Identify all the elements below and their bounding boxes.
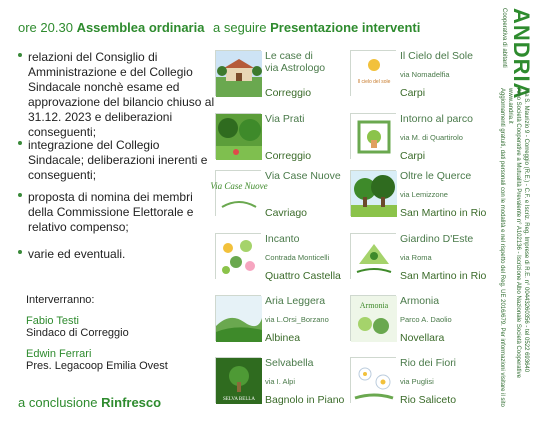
presentations-heading xyxy=(213,20,420,35)
project-title: Aria Leggera xyxy=(265,295,326,307)
project-item xyxy=(350,357,480,415)
project-title: Le case di xyxy=(265,50,313,62)
project-title: Giardino D'Este xyxy=(400,233,474,245)
project-item xyxy=(350,113,480,171)
project-item xyxy=(350,295,480,353)
sky-thumb-icon xyxy=(350,50,396,96)
project-title: Via Prati xyxy=(265,113,305,125)
brand-line-3: www.andria.it xyxy=(507,88,513,124)
project-title: Armonia xyxy=(400,295,440,307)
presentations-prefix: a seguire xyxy=(213,20,267,35)
project-location: San Martino in Rio xyxy=(400,270,487,282)
project-address: via L.Orsi_Borzano xyxy=(265,315,329,324)
armonia-thumb-icon xyxy=(350,295,396,341)
project-item xyxy=(215,295,345,353)
project-location: Carpi xyxy=(400,87,426,99)
project-address: via I. Alpi xyxy=(265,377,296,386)
bullet-icon xyxy=(18,141,22,145)
selvabella-thumb-icon xyxy=(215,357,261,403)
project-title-2: via Astrologo xyxy=(265,62,326,74)
project-location: Correggio xyxy=(265,150,312,162)
project-location: Quattro Castella xyxy=(265,270,341,282)
agenda-text: relazioni del Consiglio di Amministrazione e del Collegio Sindacale nonchè esame ed approvazione del bilancio chiuso al 31.12. 2023 e deliberazioni conseguenti; xyxy=(28,50,215,139)
project-location: Novellara xyxy=(400,332,445,344)
hills-thumb-icon xyxy=(215,295,261,341)
project-location: Albinea xyxy=(265,332,301,344)
project-title: Selvabella xyxy=(265,357,314,369)
selvabella-thumb-text: SELVA BELLA xyxy=(222,397,256,402)
brand-line-4: Aggiornamenti gratuiti, dati personali con le modalità e nel rispetto del Reg. UE 2016/679. Per informazioni visitare il sito xyxy=(499,88,505,407)
project-title: Rio dei Fiori xyxy=(400,357,457,369)
agenda-text: integrazione del Collegio Sindacale; deliberazioni inerenti e conseguenti; xyxy=(28,138,208,182)
armonia-thumb-text: Armonia xyxy=(359,301,389,310)
project-address: Parco A. Daolio xyxy=(400,315,452,324)
project-location: Correggio xyxy=(265,87,312,99)
este-thumb-icon xyxy=(350,233,396,279)
brand-subtitle: Cooperativa di abitanti xyxy=(501,8,507,68)
assembly-title: Assemblea ordinaria xyxy=(76,20,205,35)
project-item xyxy=(215,357,345,415)
project-title: Via Case Nuove xyxy=(265,170,341,182)
project-item xyxy=(350,233,487,291)
bullet-icon xyxy=(18,193,22,197)
agenda-item-1 xyxy=(18,50,218,140)
brand-line-2: Albo Società Cooperative a Mutualità Prevalente n° A102136 - Iscrizione Albo Nazionale Società Cooperative xyxy=(515,88,521,378)
project-title: Incanto xyxy=(265,233,300,245)
garden-thumb-icon xyxy=(215,113,261,159)
project-item xyxy=(210,170,345,228)
project-title: Intorno al parco xyxy=(400,113,473,125)
project-address: via Roma xyxy=(400,253,432,262)
agenda-text: proposta di nomina dei membri della Commissione Elettorale e relativo compenso; xyxy=(28,190,194,234)
closing-prefix: a conclusione xyxy=(18,395,98,410)
case-nuove-thumb-text: Via Case Nuove xyxy=(210,181,268,191)
project-item xyxy=(215,50,345,108)
closing-title: Rinfresco xyxy=(101,395,162,410)
agenda-item-4 xyxy=(18,247,218,262)
project-item xyxy=(350,50,480,108)
brand-strip xyxy=(482,8,534,428)
project-title: Il Cielo del Sole xyxy=(400,50,473,62)
project-location: Cavriago xyxy=(265,207,308,219)
project-item xyxy=(215,233,345,291)
flowers-thumb-icon xyxy=(215,233,261,279)
project-address: Contrada Monticelli xyxy=(265,253,330,262)
closing-heading xyxy=(18,395,161,410)
house-thumb-icon xyxy=(215,50,261,96)
speaker-role: Pres. Legacoop Emilia Ovest xyxy=(26,360,168,372)
project-title: Oltre le Querce xyxy=(400,170,472,182)
project-location: Carpi xyxy=(400,150,426,162)
brand-line-1: Via S. Maurizio 9 - Correggio (R.E.) - C.F. e Iscriz. Reg. Imprese di R.E. n° 00443260356 - tel 0522 693640 xyxy=(523,88,529,373)
project-address: via Lemizzone xyxy=(400,190,448,199)
speaker-name: Fabio Testi xyxy=(26,315,79,327)
speakers-label: Interverranno: xyxy=(26,294,95,306)
project-location: San Martino in Rio xyxy=(400,207,487,219)
project-location: Bagnolo in Piano xyxy=(265,394,345,406)
agenda-item-3 xyxy=(18,190,218,235)
project-address: via Puglisi xyxy=(400,377,434,386)
project-address: via M. di Quartirolo xyxy=(400,133,463,142)
bullet-icon xyxy=(18,53,22,57)
presentations-title: Presentazione interventi xyxy=(270,20,421,35)
agenda-text: varie ed eventuali. xyxy=(28,247,126,261)
park-thumb-icon xyxy=(350,113,396,159)
assembly-heading xyxy=(18,20,204,35)
speaker-name: Edwin Ferrari xyxy=(26,348,92,360)
project-location: Rio Saliceto xyxy=(400,394,457,406)
bullet-icon xyxy=(18,250,22,254)
sky-thumb-text: Il cielo del sole xyxy=(357,79,391,85)
assembly-time: ore 20.30 xyxy=(18,20,73,35)
project-item xyxy=(215,113,345,171)
case-nuove-thumb-icon xyxy=(210,170,268,216)
project-address: via Nomadelfia xyxy=(400,70,450,79)
brand-name: ANDRIA xyxy=(509,8,534,100)
oak-thumb-icon xyxy=(350,170,396,216)
speaker-role: Sindaco di Correggio xyxy=(26,327,129,339)
agenda-item-2 xyxy=(18,138,218,183)
rio-thumb-icon xyxy=(350,357,396,403)
project-item xyxy=(350,170,487,228)
